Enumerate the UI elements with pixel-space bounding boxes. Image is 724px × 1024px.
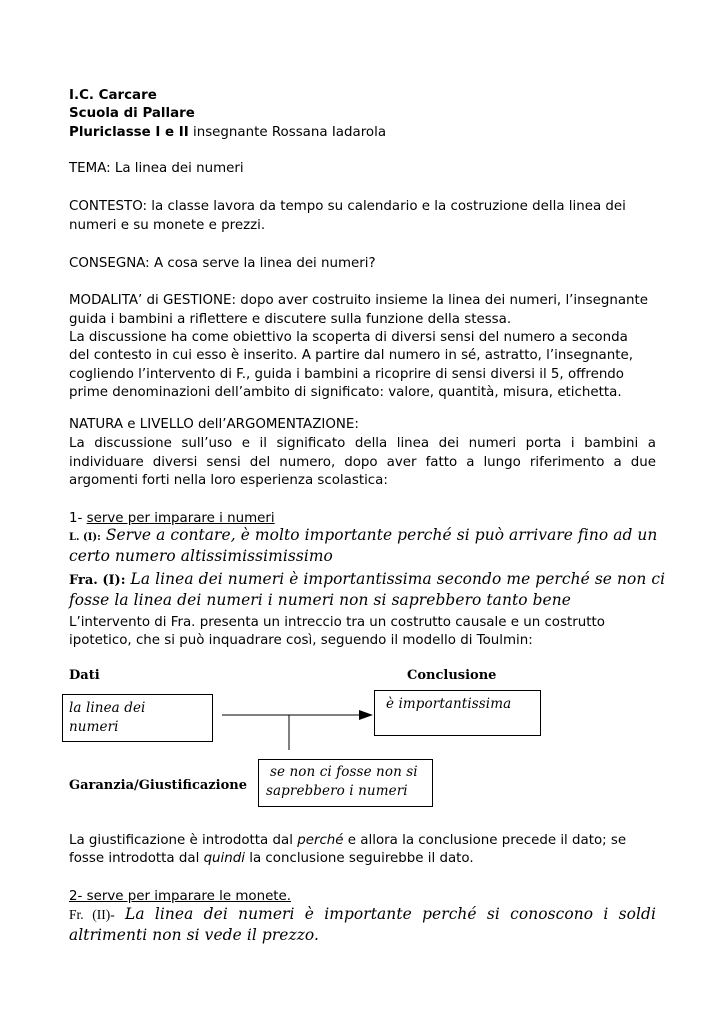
conclusione-box — [374, 690, 541, 736]
natura-line-3: argomenti forti nella loro esperienza scolastica: — [69, 473, 388, 488]
teacher-name: insegnante Rossana Iadarola — [188, 125, 387, 140]
perche-word: perché — [297, 833, 344, 848]
fra-speaker: Fra. (I): — [69, 573, 126, 588]
natura-line-2: individuare diversi sensi del numero, dopo aver fatto a lungo riferimento a due — [69, 455, 656, 470]
l-quote-line-2: certo numero altissimissimissimo — [69, 547, 333, 565]
garanzia-label: Garanzia/Giustificazione — [69, 778, 248, 793]
l-quote-1: Serve a contare, è molto importante perché si può arrivare fino ad un — [100, 526, 658, 544]
dato-box-line-1: la linea dei — [69, 700, 146, 716]
school-ic: I.C. Carcare — [69, 88, 157, 103]
school-name: Scuola di Pallare — [69, 106, 195, 121]
natura-line-1: La discussione sull’uso e il significato della linea dei numeri porta i bambini a — [69, 436, 656, 451]
point-1-number: 1- — [69, 511, 87, 526]
l-speaker: L. (I): — [69, 532, 101, 543]
modalita-line-2: guida i bambini a riflettere e discutere sulla funzione della stessa. — [69, 312, 512, 327]
fra-quote-1: La linea dei numeri è importantissima secondo me perché se non ci — [125, 570, 666, 588]
giustificazione-text-2a: fosse introdotta dal — [69, 851, 204, 866]
contesto-line-2: numeri e su monete e prezzi. — [69, 218, 266, 233]
modalita-line-5: cogliendo l’intervento di F., guida i bambini a ricoprire di sensi diversi il 5, offrendo — [69, 367, 624, 382]
point-1-heading — [69, 510, 275, 528]
class-label: Pluriclasse I e II — [69, 125, 189, 140]
fra-quote-line-2: fosse la linea dei numeri i numeri non si saprebbero tanto bene — [69, 591, 571, 609]
point-2-heading: 2- serve per imparare le monete. — [69, 889, 292, 904]
conclusione-box-line-1: è importantissima — [386, 696, 512, 712]
modalita-line-6: prime denominazioni dell’ambito di significato: valore, quantità, misura, etichetta. — [69, 385, 622, 400]
giustificazione-line-2 — [69, 850, 474, 868]
fr-quote-1: La linea dei numeri è importante perché si conoscono i soldi — [114, 905, 656, 923]
arrow-head — [359, 710, 373, 720]
modalita-line-3: La discussione ha come obiettivo la scoperta di diversi sensi del numero a seconda — [69, 330, 628, 345]
contesto-line-1: CONTESTO: la classe lavora da tempo su calendario e la costruzione della linea dei — [69, 199, 626, 214]
point-1-title: serve per imparare i numeri — [86, 511, 275, 526]
conclusione-label: Conclusione — [407, 668, 497, 683]
giustificazione-text-1c: e allora la conclusione precede il dato; se — [343, 833, 627, 848]
analysis-line-2: ipotetico, che si può inquadrare così, seguendo il modello di Toulmin: — [69, 633, 533, 648]
fr-quote-line-1 — [69, 905, 656, 924]
consegna: CONSEGNA: A cosa serve la linea dei numeri? — [69, 256, 376, 271]
garanzia-box-line-1: se non ci fosse non si — [270, 764, 418, 780]
modalita-line-4: del contesto in cui esso è inserito. A partire dal numero in sé, astratto, l’insegnante, — [69, 348, 633, 363]
giustificazione-line-1 — [69, 832, 626, 850]
class-teacher-line — [69, 124, 386, 142]
dato-box-line-2: numeri — [69, 719, 119, 735]
giustificazione-text-2c: la conclusione seguirebbe il dato. — [244, 851, 474, 866]
dato-box — [62, 694, 213, 742]
diagram-connectors — [215, 700, 375, 752]
dati-label: Dati — [69, 668, 100, 683]
giustificazione-text-1a: La giustificazione è introdotta dal — [69, 833, 298, 848]
tema: TEMA: La linea dei numeri — [69, 161, 244, 176]
quindi-word: quindi — [203, 851, 245, 866]
natura-heading: NATURA e LIVELLO dell’ARGOMENTAZIONE: — [69, 417, 359, 432]
analysis-line-1: L’intervento di Fra. presenta un intreccio tra un costrutto causale e un costrutto — [69, 615, 605, 630]
fr-quote-line-2: altrimenti non si vede il prezzo. — [69, 926, 319, 944]
modalita-line-1: MODALITA’ di GESTIONE: dopo aver costruito insieme la linea dei numeri, l’insegnante — [69, 293, 649, 308]
garanzia-box-line-2: saprebbero i numeri — [266, 783, 408, 799]
fra-quote-line-1 — [69, 570, 665, 589]
garanzia-box — [258, 759, 433, 807]
fr-speaker: Fr. (II)- — [69, 907, 115, 922]
l-quote-line-1 — [69, 526, 657, 545]
